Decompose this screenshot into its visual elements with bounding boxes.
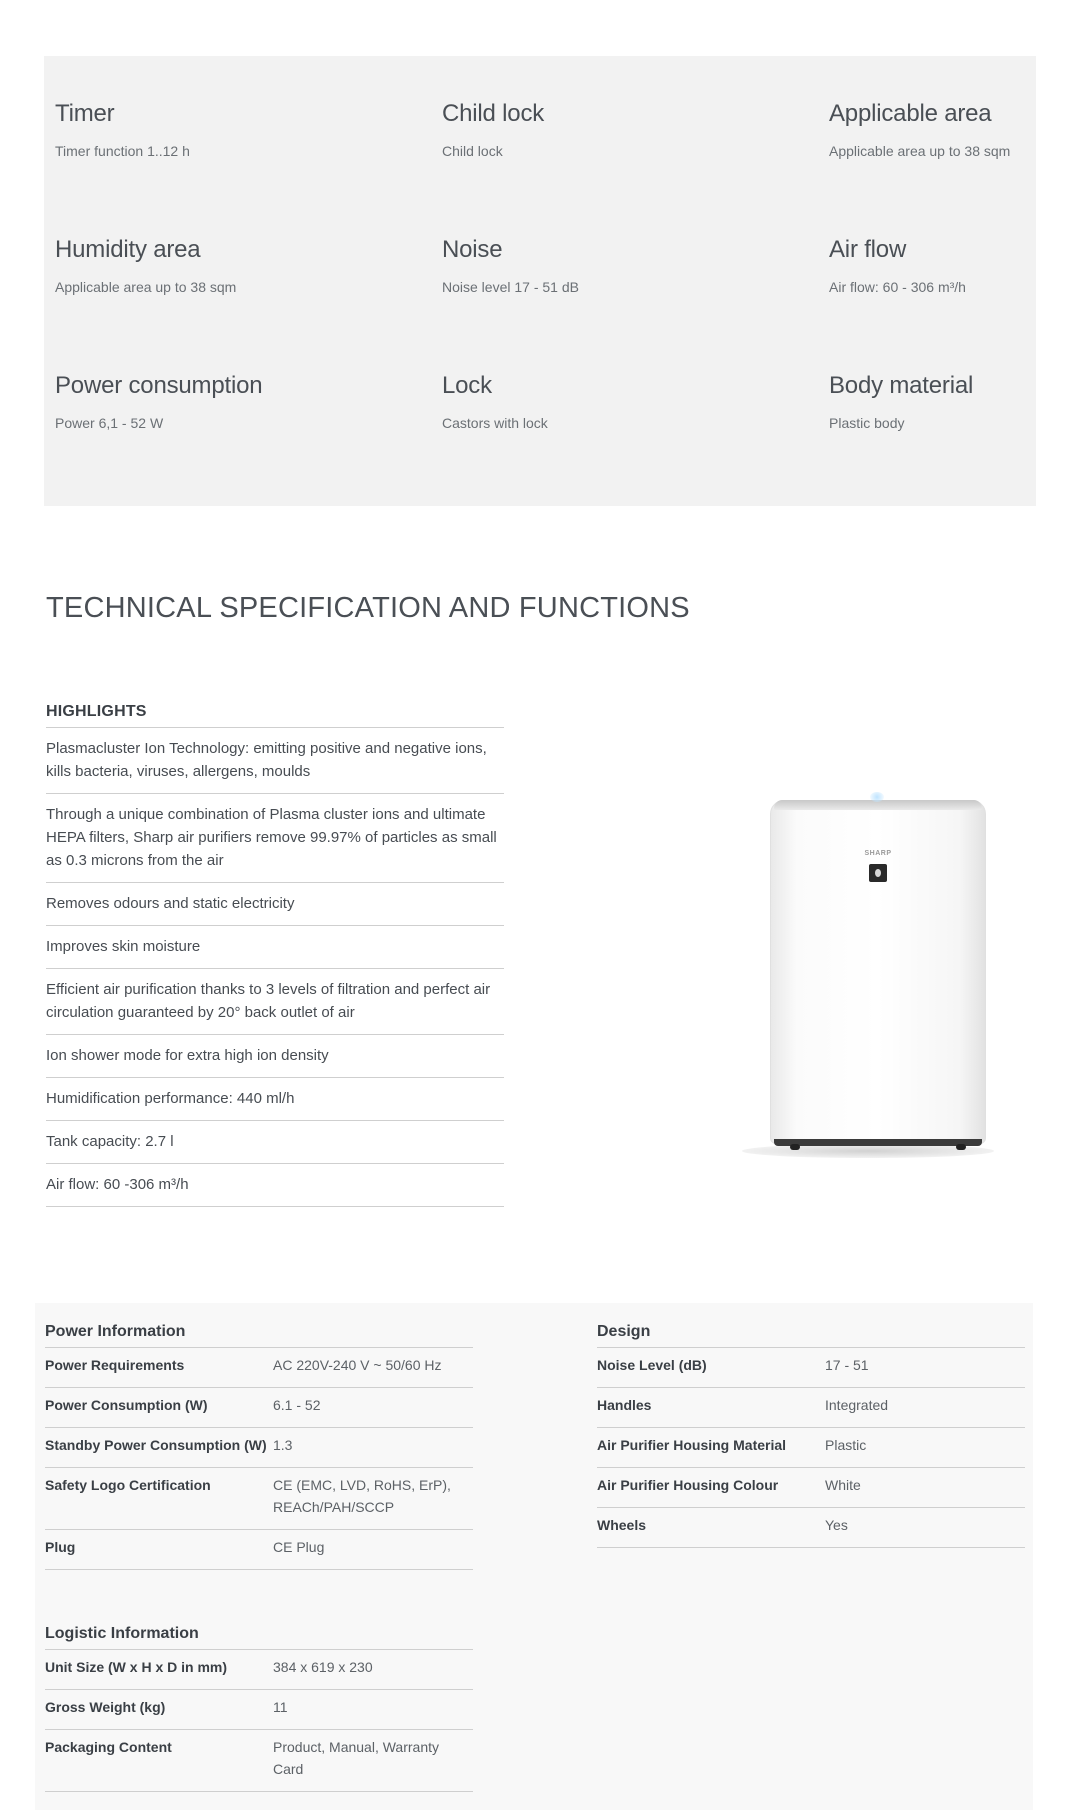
section-title: TECHNICAL SPECIFICATION AND FUNCTIONS [46,592,690,624]
product-base [774,1139,982,1146]
spec-value: Yes [825,1517,848,1533]
feature-title: Humidity area [55,236,201,263]
feature-title: Power consumption [55,372,263,399]
feature-air-flow [818,192,1036,328]
highlight-item: Plasmacluster Ion Technology: emitting positive and negative ions, kills bacteria, viruses, allergens, moulds [46,728,504,794]
spec-label: Safety Logo Certification [45,1477,211,1493]
table-row [45,1530,473,1570]
table-row [45,1468,473,1530]
table-row [597,1428,1025,1468]
spec-label: Standby Power Consumption (W) [45,1437,267,1453]
spec-value: 384 x 619 x 230 [273,1659,373,1675]
feature-applicable-area [818,56,1036,192]
highlights-heading: HIGHLIGHTS [46,703,504,728]
feature-body-material [818,328,1036,506]
spec-label: Power Consumption (W) [45,1397,208,1413]
wheel-icon [790,1144,800,1150]
spec-area [35,1303,1033,1810]
highlight-item: Humidification performance: 440 ml/h [46,1078,504,1121]
feature-title: Noise [442,236,503,263]
spec-label: Power Requirements [45,1357,185,1373]
spec-label: Plug [45,1539,76,1555]
plasmacluster-badge-icon [869,864,887,882]
spec-value: 6.1 - 52 [273,1397,321,1413]
spec-label: Packaging Content [45,1739,172,1755]
table-row [45,1690,473,1730]
highlight-item: Ion shower mode for extra high ion density [46,1035,504,1078]
table-row [597,1348,1025,1388]
highlight-item: Improves skin moisture [46,926,504,969]
spec-label: Handles [597,1397,652,1413]
table-row [45,1428,473,1468]
table-row [597,1468,1025,1508]
feature-desc: Power 6,1 - 52 W [55,415,164,431]
table-row [45,1650,473,1690]
feature-desc: Air flow: 60 - 306 m³/h [829,279,966,295]
feature-title: Child lock [442,100,545,127]
product-brand-logo: SHARP [864,850,892,857]
table-row [45,1730,473,1792]
feature-desc: Noise level 17 - 51 dB [442,279,579,295]
spec-label: Air Purifier Housing Colour [597,1477,779,1493]
logistic-info-table [45,1625,473,1792]
product-led-icon [870,792,884,802]
table-row [45,1388,473,1428]
feature-desc: Applicable area up to 38 sqm [829,143,1011,159]
feature-title: Timer [55,100,115,127]
spec-label: Noise Level (dB) [597,1357,707,1373]
feature-desc: Castors with lock [442,415,548,431]
table-row [597,1388,1025,1428]
spec-value: Integrated [825,1397,889,1413]
spec-value: Plastic [825,1437,867,1453]
feature-grid [44,56,1036,506]
table-row [45,1348,473,1388]
spec-label: Gross Weight (kg) [45,1699,166,1715]
spec-heading: Design [597,1323,1025,1348]
spec-value: White [825,1477,861,1493]
highlight-item: Removes odours and static electricity [46,883,504,926]
feature-desc: Timer function 1..12 h [55,143,190,159]
highlight-item: Efficient air purification thanks to 3 levels of filtration and perfect air circulation guaranteed by 20° back outlet of air [46,969,504,1035]
feature-humidity-area [44,192,431,328]
spec-value: CE (EMC, LVD, RoHS, ErP), REACh/PAH/SCCP [273,1477,451,1515]
feature-timer [44,56,431,192]
spec-value: Product, Manual, Warranty Card [273,1739,439,1777]
spec-value: AC 220V-240 V ~ 50/60 Hz [273,1357,442,1373]
highlight-item: Air flow: 60 -306 m³/h [46,1164,504,1207]
feature-desc: Child lock [442,143,503,159]
spec-value: 11 [273,1699,288,1715]
spec-heading: Logistic Information [45,1625,473,1650]
power-info-table [45,1323,473,1570]
feature-title: Air flow [829,236,907,263]
spec-value: 17 - 51 [825,1357,869,1373]
spec-label: Wheels [597,1517,647,1533]
feature-desc: Plastic body [829,415,905,431]
spec-label: Unit Size (W x H x D in mm) [45,1659,228,1675]
spec-value: CE Plug [273,1539,325,1555]
product-image [724,792,1014,1162]
wheel-icon [956,1144,966,1150]
feature-title: Applicable area [829,100,992,127]
feature-title: Lock [442,372,492,399]
table-row [597,1508,1025,1548]
spec-value: 1.3 [273,1437,293,1453]
feature-desc: Applicable area up to 38 sqm [55,279,237,295]
highlight-item: Through a unique combination of Plasma cluster ions and ultimate HEPA filters, Sharp air purifiers remove 99.97% of particles as small as 0.3 microns from the air [46,794,504,883]
spec-heading: Power Information [45,1323,473,1348]
feature-child-lock [431,56,818,192]
spec-label: Air Purifier Housing Material [597,1437,787,1453]
design-table [597,1323,1025,1548]
feature-power-consumption [44,328,431,506]
feature-lock [431,328,818,506]
feature-noise [431,192,818,328]
feature-title: Body material [829,372,974,399]
highlights-list [46,703,504,1207]
highlight-item: Tank capacity: 2.7 l [46,1121,504,1164]
